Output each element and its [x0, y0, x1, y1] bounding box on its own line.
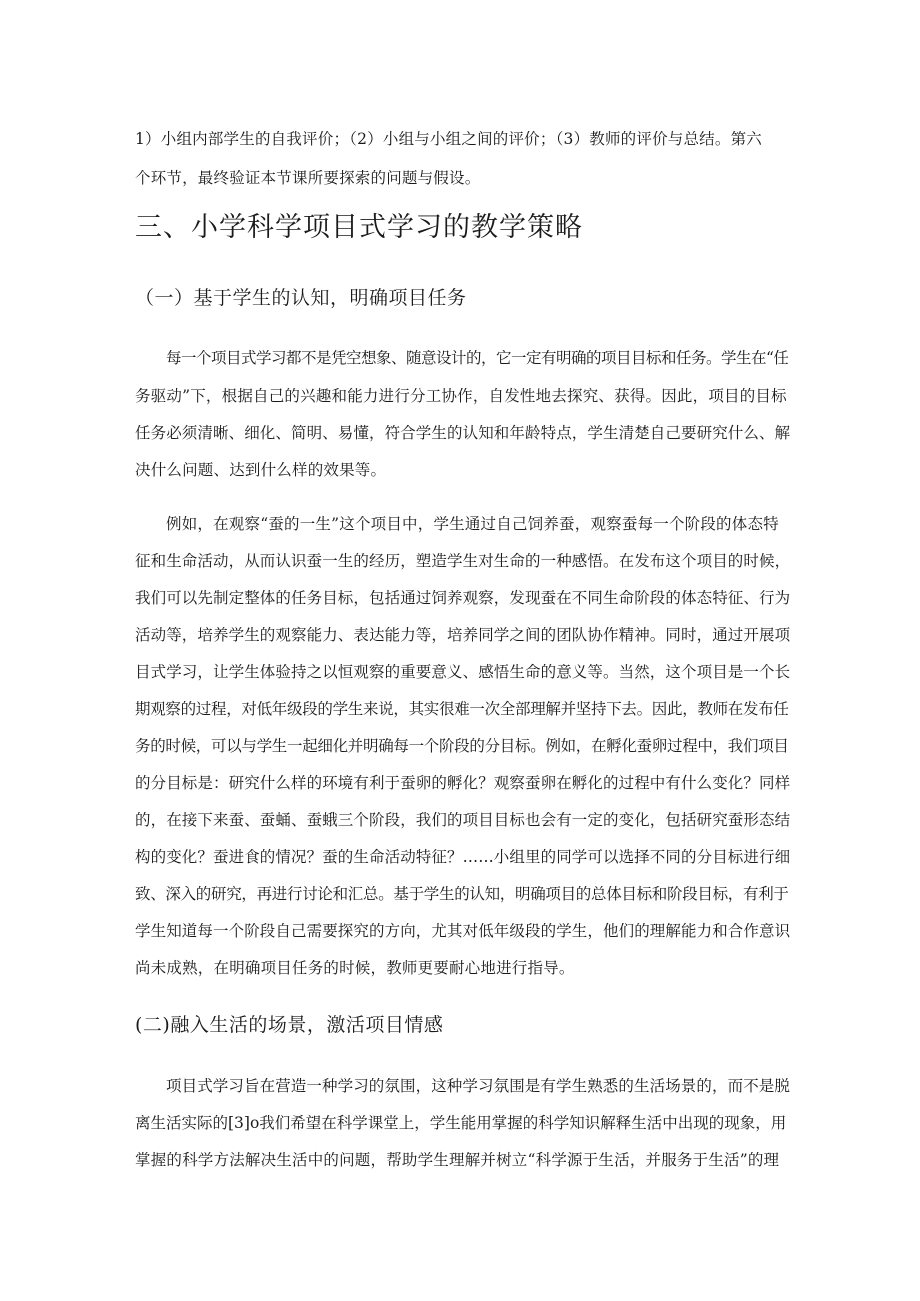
- paragraph-line: 例如，在观察“蚕的一生”这个项目中，学生通过自己饲养蚕，观察蚕每一个阶段的体态特: [166, 515, 779, 533]
- paragraph-line: 的分目标是：研究什么样的环境有利于蚕卵的孵化？观察蚕卵在孵化的过程中有什么变化？同样: [135, 774, 791, 792]
- paragraph-line: 务驱动”下，根据自己的兴趣和能力进行分工协作，自发性地去探究、获得。因此，项目的目标: [135, 387, 787, 405]
- paragraph-line: 决什么问题、达到什么样的效果等。: [135, 461, 387, 479]
- paragraph-line: 每一个项目式学习都不是凭空想象、随意设计的，它一定有明确的项目目标和任务。学生在“任: [166, 349, 789, 367]
- paragraph-line: 目式学习，让学生体验持之以恒观察的重要意义、感悟生命的意义等。当然，这个项目是一个长: [135, 663, 791, 681]
- subsection-1-title: （一）基于学生的认知，明确项目任务: [135, 287, 467, 309]
- paragraph-line: 务的时候，可以与学生一起细化并明确每一个阶段的分目标。例如，在孵化蚕卵过程中，我们项目: [135, 737, 789, 755]
- paragraph-line: 项目式学习旨在营造一种学习的氛围，这种学习氛围是有学生熟悉的生活场景的，而不是脱: [166, 1077, 791, 1095]
- paragraph-line: 离生活实际的[3]o我们希望在科学课堂上，学生能用掌握的科学知识解释生活中出现的现象，用: [135, 1114, 787, 1132]
- section-title: 三、小学科学项目式学习的教学策略: [135, 212, 583, 243]
- paragraph-line: 活动等，培养学生的观察能力、表达能力等，培养同学之间的团队协作精神。同时，通过开展项: [135, 626, 791, 644]
- paragraph-line: 我们可以先制定整体的任务目标，包括通过饲养观察，发现蚕在不同生命阶段的体态特征、行为: [135, 589, 791, 607]
- subsection-2-title: (二)融入生活的场景，激活项目情感: [135, 1014, 444, 1036]
- paragraph-line: 尚未成熟，在明确项目任务的时候，教师更要耐心地进行指导。: [135, 959, 575, 977]
- intro-line-1: 1）小组内部学生的自我评价；（2）小组与小组之间的评价；（3）教师的评价与总结。第六: [135, 130, 762, 148]
- intro-line-2: 个环节，最终验证本节课所要探索的问题与假设。: [135, 169, 481, 187]
- paragraph-line: 致、深入的研究，再进行讨论和汇总。基于学生的认知，明确项目的总体目标和阶段目标，有利于: [135, 885, 789, 903]
- paragraph-line: 任务必须清晰、细化、简明、易懂，符合学生的认知和年龄特点，学生清楚自己要研究什么、解: [135, 424, 791, 442]
- paragraph-line: 期观察的过程，对低年级段的学生来说，其实很难一次全部理解并坚持下去。因此，教师在发布任: [135, 700, 789, 718]
- paragraph-line: 征和生命活动，从而认识蚕一生的经历，塑造学生对生命的一种感悟。在发布这个项目的时候，: [135, 552, 791, 570]
- paragraph-line: 掌握的科学方法解决生活中的问题，帮助学生理解并树立“科学源于生活，并服务于生活”的理: [135, 1151, 780, 1169]
- paragraph-line: 学生知道每一个阶段自己需要探究的方向，尤其对低年级段的学生，他们的理解能力和合作意识: [135, 922, 791, 940]
- paragraph-line: 构的变化？蚕进食的情况？蚕的生命活动特征？……小组里的同学可以选择不同的分目标进行细: [135, 848, 791, 866]
- paragraph-line: 的，在接下来蚕、蚕蛹、蚕蛾三个阶段，我们的项目目标也会有一定的变化，包括研究蚕形态结: [135, 811, 791, 829]
